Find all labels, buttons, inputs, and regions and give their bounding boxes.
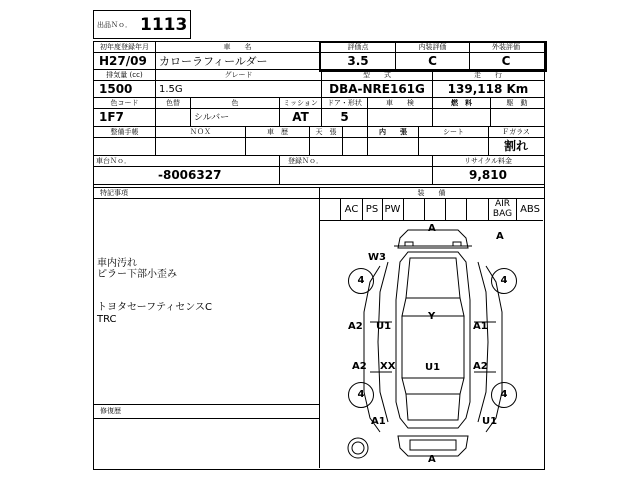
mark-front-a: A	[428, 223, 436, 234]
label-interior: 内装評価	[418, 43, 447, 51]
mark-u1-rear-right: U1	[482, 416, 498, 427]
label-grade: グレード	[224, 71, 253, 79]
equip-abs: ABS	[520, 204, 540, 215]
label-color-code: 色コード	[110, 99, 139, 107]
mark-rear-a: A	[428, 454, 436, 465]
value-recycle: 9,810	[469, 168, 507, 182]
label-inspection: 車 検	[386, 99, 414, 107]
label-reg: 登録Ｎｏ．	[288, 157, 323, 165]
remark-4: TRC	[97, 314, 117, 325]
label-chassis: 車台Ｎｏ．	[96, 157, 131, 165]
label-drive: 駆 動	[506, 99, 528, 107]
label-car-name: 車 名	[223, 43, 252, 51]
remark-2: ピラー下部小歪み	[97, 269, 177, 280]
label-seat: シート	[443, 128, 464, 136]
hline	[93, 418, 319, 419]
value-fglass: 割れ	[503, 139, 528, 153]
vline	[424, 198, 425, 220]
mark-a2-rear-left: A2	[352, 361, 367, 372]
value-chassis: -8006327	[158, 168, 222, 182]
tire-rear-right: 4	[491, 382, 517, 408]
label-model: 型 式	[363, 71, 391, 79]
mark-a2-front-left: A2	[348, 321, 363, 332]
remark-3: トヨタセーフティセンスC	[97, 302, 212, 313]
mark-u1-front-left: U1	[376, 321, 392, 332]
value-mileage: 139,118 Km	[447, 82, 529, 96]
mark-xx: XX	[380, 361, 396, 372]
label-equipment: 装 備	[417, 189, 446, 197]
mark-front-right-a: A	[496, 231, 504, 242]
lot-label: 出品Ｎｏ．	[97, 21, 132, 29]
value-interior: C	[428, 54, 437, 68]
vline	[445, 198, 446, 220]
hline	[93, 108, 544, 109]
tire-front-right: 4	[491, 268, 517, 294]
hline	[93, 404, 319, 405]
mark-y-roof: Y	[428, 311, 436, 322]
value-score: 3.5	[347, 54, 369, 68]
label-interior2: 内 張	[379, 128, 407, 136]
lot-box	[93, 10, 191, 39]
vline	[319, 187, 320, 468]
value-color-code: 1F7	[99, 110, 124, 124]
value-model: DBA-NRE161G	[329, 82, 425, 96]
hline	[93, 184, 544, 185]
mark-u1-mid: U1	[425, 362, 441, 373]
mark-a1-front-right: A1	[473, 321, 488, 332]
value-car-name: カローラフィールダー	[159, 55, 268, 68]
vline	[403, 198, 404, 220]
value-color: シルバー	[194, 113, 230, 123]
vline	[279, 155, 280, 184]
equip-ps: PS	[365, 204, 379, 215]
label-fuel: 燃 料	[451, 99, 472, 107]
label-repair: 修復歴	[100, 407, 121, 415]
value-mission: AT	[292, 110, 309, 124]
label-fglass: Ｆガラス	[502, 128, 530, 136]
hline	[93, 155, 544, 156]
equip-airbag: AIR BAG	[492, 199, 513, 219]
value-year: H27/09	[99, 54, 147, 68]
label-score: 評価点	[347, 43, 369, 51]
hline	[93, 126, 544, 127]
label-doors: ドア・形状	[327, 99, 362, 107]
label-remarks: 特記事項	[100, 189, 128, 197]
label-nox: ＮＯＸ	[190, 128, 211, 136]
remark-1: 車内汚れ	[97, 258, 137, 269]
label-mileage: 走 行	[474, 71, 502, 79]
label-recycle: リサイクル料金	[463, 157, 513, 165]
value-displacement: 1500	[99, 82, 133, 96]
equip-ac: AC	[344, 204, 359, 215]
label-manual: 整備手帳	[110, 128, 139, 136]
mark-w3: W3	[368, 252, 386, 263]
label-displacement: 排気量 (cc)	[106, 71, 143, 79]
label-history: 車 歴	[267, 128, 288, 136]
label-color: 色	[231, 99, 239, 107]
label-exterior: 外装評価	[492, 43, 520, 51]
value-exterior: C	[501, 54, 511, 68]
vline	[466, 198, 467, 220]
lot-number: 1113	[140, 15, 188, 35]
tire-front-left: 4	[348, 268, 374, 294]
hline	[93, 166, 544, 167]
label-mission: ミッション	[283, 99, 318, 107]
value-grade: 1.5G	[159, 84, 183, 95]
mark-a2-rear-right: A2	[473, 361, 488, 372]
vline	[342, 126, 343, 155]
label-sunroof: 天 張	[315, 128, 337, 136]
equip-pw: PW	[384, 204, 401, 215]
label-year: 初年度登録年月	[100, 43, 149, 51]
hline	[93, 97, 544, 98]
hline	[93, 80, 544, 81]
tire-rear-left: 4	[348, 382, 374, 408]
car-diagram	[330, 222, 540, 468]
label-color-change: 色替	[166, 99, 180, 107]
value-doors: 5	[340, 110, 349, 124]
mark-a1-rear-left: A1	[371, 416, 386, 427]
hline	[93, 137, 544, 138]
